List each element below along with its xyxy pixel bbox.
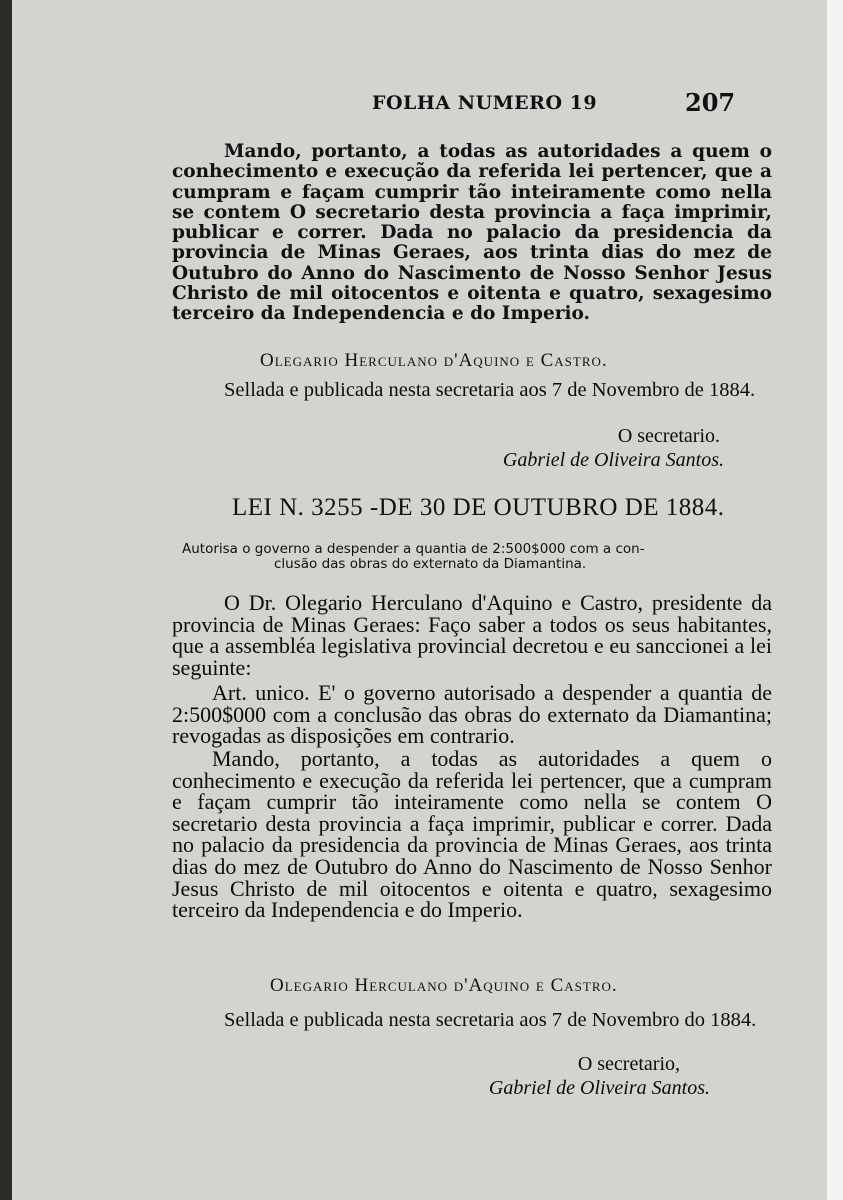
secretary-name-2: Gabriel de Oliveira Santos. <box>488 1077 710 1099</box>
sealed-1: Sellada e publicada nesta secretaria aos 7 de Novembro de 1884. <box>224 379 756 401</box>
signatory-1: Olegario Herculano d'Aquino e Castro. <box>260 350 608 371</box>
document-page <box>12 0 827 1200</box>
page-header <box>12 88 827 122</box>
law-mando: Mando, portanto, a todas as autoridades a quem o conhecimento e execução da referida lei pertencer, que a cumpram e façam cumprir tão inteiramente como nella se contem O secretario desta provincia a faça imprimir, publicar e correr. Dada no palacio da presidencia da provincia de Minas Geraes, aos trinta dias do mez de Outubro do Anno do Nascimento de Nosso Senhor Jesus Christo de mil oitocentos e oitenta e quatro, sexagesimo terceiro da Independencia e do Imperio. <box>172 746 772 923</box>
law-summary: Autorisa o governo a despender a quantia de 2:500$000 com a con- clusão das obras do externato da Diamantina. <box>182 541 645 572</box>
secretary-name-1: Gabriel de Oliveira Santos. <box>502 449 724 471</box>
law-preamble: O Dr. Olegario Herculano d'Aquino e Castro, presidente da provincia de Minas Geraes: Faço saber a todos os seus habitantes, que a assembléa legislativa provincial decretou e eu sanccionei a lei seguinte: <box>172 590 772 680</box>
sealed-2: Sellada e publicada nesta secretaria aos 7 de Novembro do 1884. <box>224 1009 757 1031</box>
secretary-title-1: O secretario. <box>617 425 720 447</box>
signatory-2: Olegario Herculano d'Aquino e Castro. <box>270 975 618 996</box>
law-article: Art. unico. E' o governo autorisado a despender a quantia de 2:500$000 com a conclusão das obras do externato da Diamantina; revogadas as disposições em contrario. <box>172 680 772 749</box>
secretary-title-2: O secretario, <box>577 1053 680 1075</box>
mando-paragraph: Mando, portanto, a todas as autoridades a quem o conhecimento e execução da referida lei pertencer, que a cumpram e façam cumprir tão inteiramente como nella se contem O secretario desta provincia a faça imprimir, publicar e correr. Dada no palacio da presidencia da provincia de Minas Geraes, aos trinta dias do mez de Outubro do Anno do Nascimento de Nosso Senhor Jesus Christo de mil oitocentos e oitenta e quatro, sexagesimo terceiro da Independencia e do Imperio. <box>172 141 772 325</box>
page-number: 207 <box>685 88 736 117</box>
page-right-edge <box>827 0 843 1200</box>
previous-law-closing <box>172 142 772 325</box>
folio-label: FOLHA NUMERO 19 <box>372 92 598 114</box>
law-title: LEI N. 3255 -DE 30 DE OUTUBRO DE 1884. <box>232 494 725 521</box>
